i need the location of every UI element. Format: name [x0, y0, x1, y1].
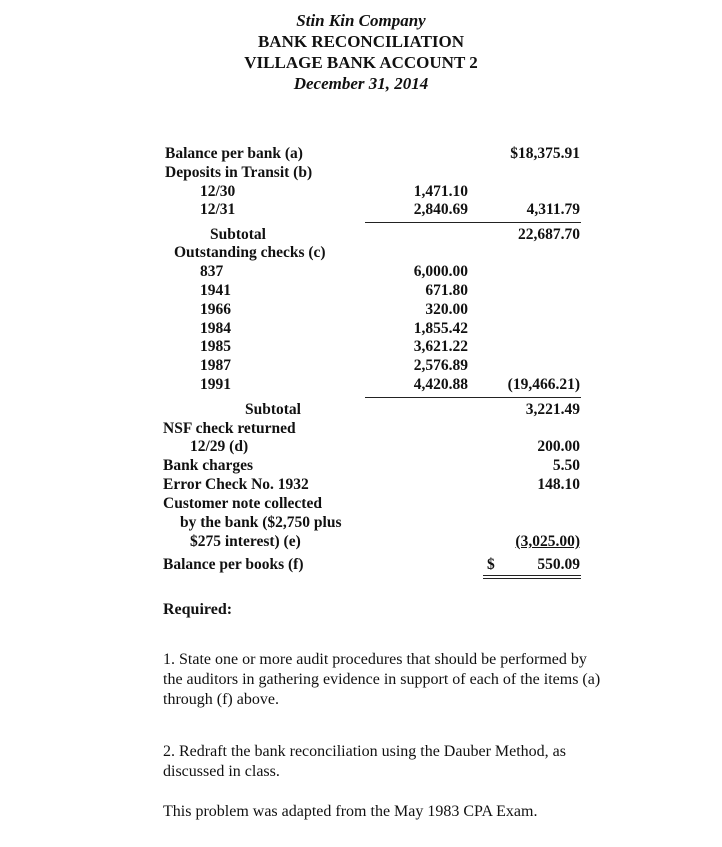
row-total: 550.09: [537, 556, 580, 573]
row-total: (19,466.21): [507, 376, 580, 393]
row-outstanding-checks: [0, 243, 722, 263]
document-title: BANK RECONCILIATION: [257, 32, 465, 51]
row-error-check: [0, 475, 722, 495]
row-label: NSF check returned: [163, 420, 296, 437]
row-total: $18,375.91: [510, 145, 580, 162]
subtotal-rule: [365, 222, 581, 223]
row-check: [0, 262, 722, 282]
required-item-1: 1. State one or more audit procedures that should be performed by the auditors in gathering evidence in support of each of the items (a) through (f) above.: [163, 651, 601, 708]
row-label: Balance per books (f): [163, 556, 304, 573]
row-check: [0, 356, 722, 376]
row-amount: 6,000.00: [413, 263, 468, 280]
row-amount: 1,471.10: [413, 183, 468, 200]
row-label: 12/30: [200, 183, 236, 200]
subtotal-rule: [365, 397, 581, 398]
row-total: 200.00: [537, 438, 580, 455]
company-name: Stin Kin Company: [296, 11, 426, 30]
row-label: 1941: [200, 282, 231, 299]
row-note-collected: [0, 513, 722, 533]
row-amount: 671.80: [425, 282, 468, 299]
row-label: 1987: [200, 357, 231, 374]
row-bank-charges: [0, 456, 722, 476]
row-nsf-check: [0, 419, 722, 439]
row-deposit-1231: [0, 200, 722, 220]
account-name: VILLAGE BANK ACCOUNT 2: [244, 53, 478, 72]
row-label: Subtotal: [245, 401, 301, 418]
row-amount: 1,855.42: [413, 320, 468, 337]
row-balance-per-bank: [0, 144, 722, 164]
row-subtotal-2: [0, 400, 722, 420]
row-label: 837: [200, 263, 224, 280]
double-underline: [483, 578, 581, 579]
row-label: 1984: [200, 320, 231, 337]
row-label: Bank charges: [163, 457, 253, 474]
row-total: 148.10: [537, 476, 580, 493]
row-deposits-in-transit: [0, 163, 722, 183]
row-label: 12/31: [200, 201, 236, 218]
row-label: 1985: [200, 338, 231, 355]
row-subtotal-1: [0, 225, 722, 245]
statement-date: December 31, 2014: [293, 74, 429, 93]
source-note: This problem was adapted from the May 1983 CPA Exam.: [163, 803, 538, 820]
row-check: [0, 337, 722, 357]
row-amount: 2,840.69: [413, 201, 468, 218]
row-label: by the bank ($2,750 plus: [180, 514, 342, 531]
row-label: 1991: [200, 376, 231, 393]
row-total: 22,687.70: [518, 226, 580, 243]
row-check: [0, 319, 722, 339]
required-heading: Required:: [163, 601, 233, 618]
currency-symbol: $: [487, 556, 495, 573]
row-amount: 320.00: [425, 301, 468, 318]
row-label: Error Check No. 1932: [163, 476, 309, 493]
row-label: 1966: [200, 301, 231, 318]
row-label: Customer note collected: [163, 495, 322, 512]
row-note-collected: [0, 532, 722, 552]
row-nsf-date: [0, 437, 722, 457]
row-label: Balance per bank (a): [165, 145, 303, 162]
row-note-collected: [0, 494, 722, 514]
row-deposit-1230: [0, 182, 722, 202]
row-total: (3,025.00): [515, 533, 580, 550]
row-label: Outstanding checks (c): [174, 244, 326, 261]
row-total: 5.50: [552, 457, 580, 474]
row-label: 12/29 (d): [190, 438, 249, 455]
row-label: Subtotal: [210, 226, 266, 243]
row-total: 3,221.49: [525, 401, 580, 418]
row-amount: 2,576.89: [413, 357, 468, 374]
row-label: Deposits in Transit (b): [165, 164, 313, 181]
row-check: [0, 375, 722, 395]
row-check: [0, 281, 722, 301]
row-amount: 4,420.88: [413, 376, 468, 393]
row-label: $275 interest) (e): [190, 533, 301, 550]
row-check: [0, 300, 722, 320]
row-amount: 3,621.22: [413, 338, 468, 355]
row-balance-per-books: [0, 555, 722, 575]
row-total: 4,311.79: [526, 201, 580, 218]
double-underline: [483, 575, 581, 576]
required-item-2: 2. Redraft the bank reconciliation using the Dauber Method, as discussed in class.: [163, 743, 566, 780]
